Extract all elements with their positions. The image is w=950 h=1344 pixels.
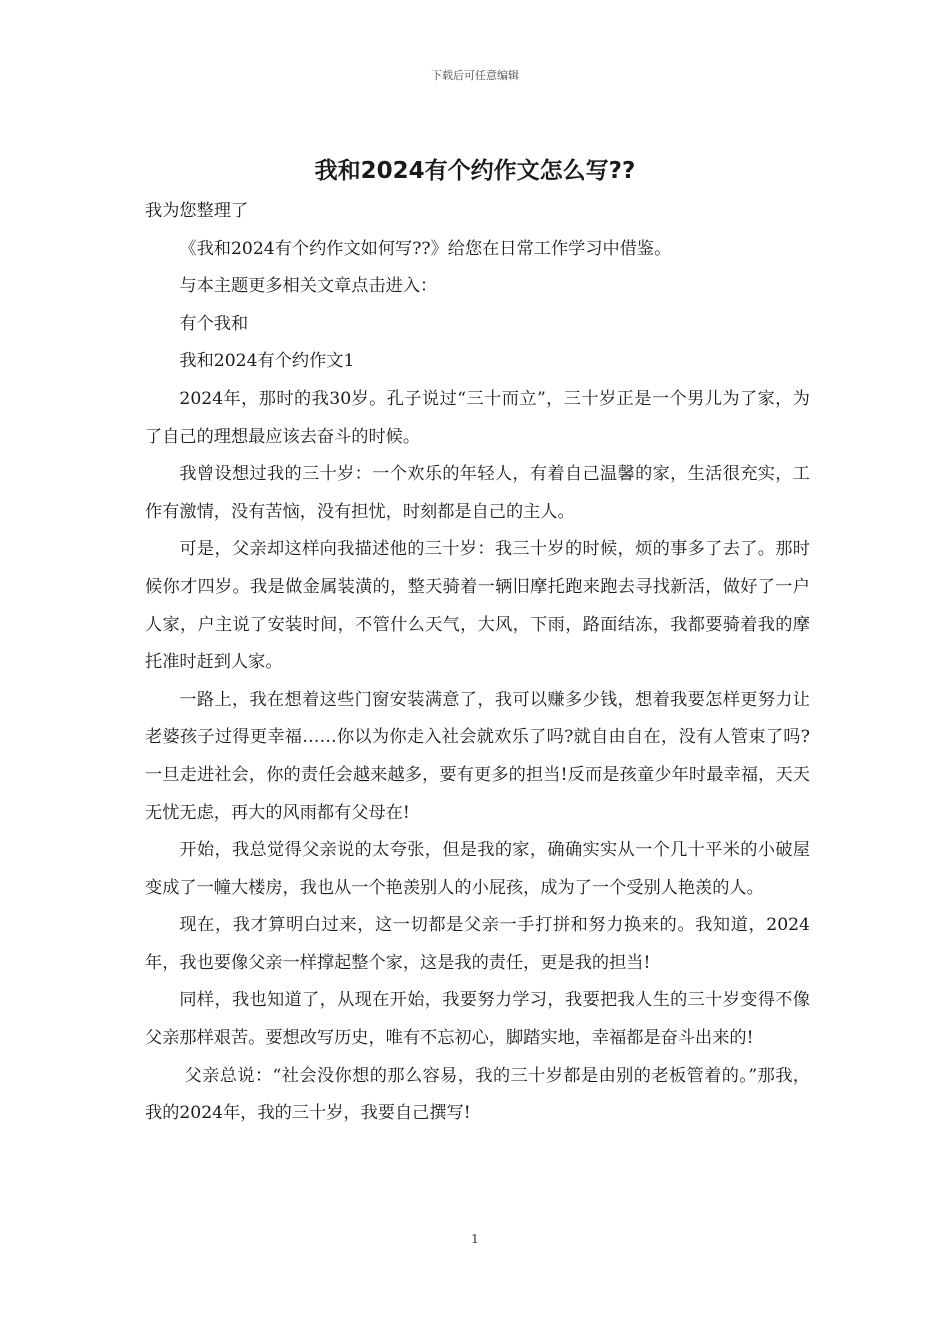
header-note: 下载后可任意编辑 xyxy=(431,69,519,82)
page-number: 1 xyxy=(471,1232,479,1246)
document-title: 我和2024有个约作文怎么写?? xyxy=(314,158,636,184)
paragraph: 父亲总说：“社会没你想的那么容易，我的三十岁都是由别的老板管着的。”那我，我的2024年，我的三十岁，我要自己撰写! xyxy=(145,1065,810,1124)
essay-heading: 我和2024有个约作文1 xyxy=(179,351,355,372)
paragraph-related-link-label: 与本主题更多相关文章点击进入： xyxy=(179,276,438,297)
paragraph: 一路上，我在想着这些门窗安装满意了，我可以赚多少钱，想着我要怎样更努力让老婆孩子过得更幸福……你以为你走入社会就欢乐了吗?就自由自在，没有人管束了吗?一旦走进社会，你的责任会越来越多，要有更多的担当!反而是孩童少年时最幸福，天天无忧无虑，再大的风雨都有父母在! xyxy=(145,689,810,823)
paragraph: 开始，我总觉得父亲说的太夸张，但是我的家，确确实实从一个几十平米的小破屋变成了一幢大楼房，我也从一个艳羡别人的小屁孩，成为了一个受别人艳羡的人。 xyxy=(145,840,810,898)
paragraph: 2024年，那时的我30岁。孔子说过“三十而立”，三十岁正是一个男儿为了家，为了自己的理想最应该去奋斗的时候。 xyxy=(145,388,810,447)
paragraph: 我曾设想过我的三十岁：一个欢乐的年轻人，有着自己温馨的家，生活很充实，工作有激情，没有苦恼，没有担忧，时刻都是自己的主人。 xyxy=(145,464,810,522)
paragraph-intro: 我为您整理了 xyxy=(145,201,249,221)
related-link[interactable]: 有个我和 xyxy=(179,313,249,334)
paragraph: 可是，父亲却这样向我描述他的三十岁：我三十岁的时候，烦的事多了去了。那时候你才四岁。我是做金属装潢的，整天骑着一辆旧摩托跑来跑去寻找新活，做好了一户人家，户主说了安装时间，不管什么天气，大风，下雨，路面结冻，我都要骑着我的摩托准时赶到人家。 xyxy=(145,539,810,673)
document-body xyxy=(145,193,810,1133)
paragraph: 现在，我才算明白过来，这一切都是父亲一手打拼和努力换来的。我知道，2024年，我也要像父亲一样撑起整个家，这是我的责任，更是我的担当! xyxy=(145,915,810,973)
paragraph: 同样，我也知道了，从现在开始，我要努力学习，我要把我人生的三十岁变得不像父亲那样艰苦。要想改写历史，唯有不忘初心，脚踏实地，幸福都是奋斗出来的! xyxy=(145,990,810,1049)
paragraph-reference: 《我和2024有个约作文如何写??》给您在日常工作学习中借鉴。 xyxy=(179,238,672,259)
